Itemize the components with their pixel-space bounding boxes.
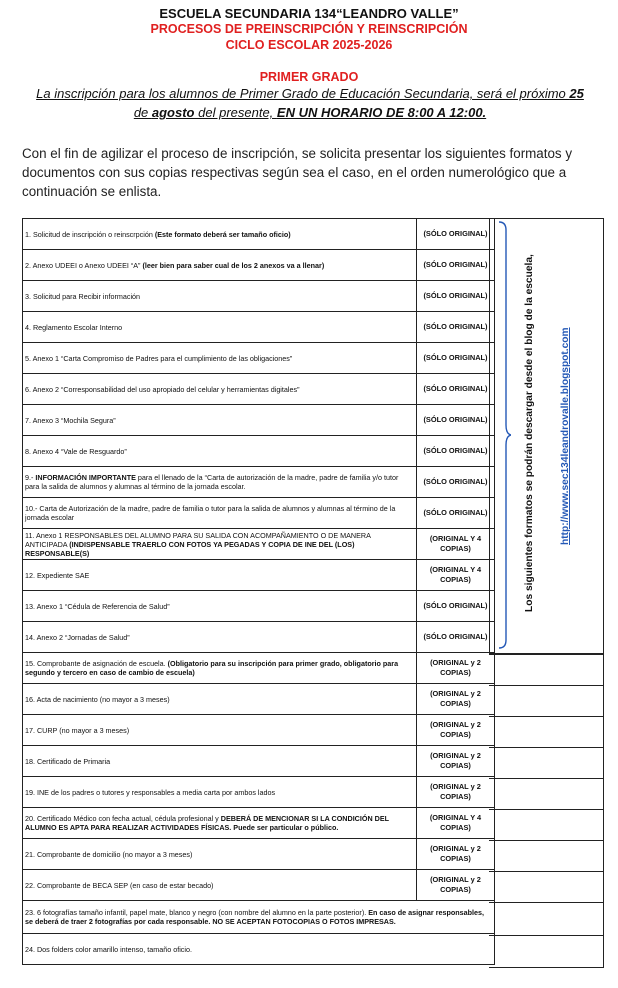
requirement-description <box>23 343 417 374</box>
table-row <box>23 653 495 684</box>
requirement-text: 1. Solicitud de inscripción o reinscrpción <box>25 229 155 239</box>
table-row <box>23 281 495 312</box>
requirement-text-cont: para el llenado de la “Carta de autorización de la madre, padre de familia y/o tutor para la salida de alumnos y alumnas al término de la jornada escolar. <box>25 473 399 491</box>
requirement-text: 23. 6 fotografías tamaño infantil, papel mate, blanco y negro (con nombre del alumno en la parte posterior). <box>25 908 369 917</box>
requirement-text: 24. Dos folders color amarillo intenso, tamaño oficio. <box>25 944 192 954</box>
side-cell <box>489 871 603 902</box>
requirement-text: 8. Anexo 4 “Vale de Resguardo” <box>25 446 127 456</box>
requirement-description <box>23 405 417 436</box>
copy-requirement: (ORIGINAL y 2 COPIAS) <box>417 715 495 746</box>
side-cell <box>489 716 603 747</box>
side-cell <box>489 840 603 871</box>
requirement-description <box>23 281 417 312</box>
requirement-description <box>23 498 417 529</box>
copy-requirement: (SÓLO ORIGINAL) <box>417 591 495 622</box>
download-note: Los siguientes formatos se podrán descargar desde el blog de la escuela, <box>524 254 535 612</box>
copy-requirement: (SÓLO ORIGINAL) <box>417 281 495 312</box>
table-row <box>23 684 495 715</box>
requirement-description <box>23 934 495 965</box>
table-row <box>23 436 495 467</box>
requirement-description <box>23 870 417 901</box>
requirement-text: 11. Anexo 1 RESPONSABLES DEL ALUMNO PARA SU SALIDA CON ACOMPAÑAMIENTO O DE MANERA ANTICIPADA <box>25 530 371 549</box>
requirement-description <box>23 250 417 281</box>
copy-requirement: (ORIGINAL y 2 COPIAS) <box>417 746 495 777</box>
bracket-icon <box>497 220 511 650</box>
table-row <box>23 498 495 529</box>
requirement-description <box>23 622 417 653</box>
copy-requirement: (SÓLO ORIGINAL) <box>417 374 495 405</box>
requirement-emphasis: (leer bien para saber cual de los 2 anexos va a llenar) <box>142 260 325 270</box>
requirement-description <box>23 746 417 777</box>
blog-link[interactable]: http://www.sec134leandrovalle.blogspot.com <box>560 327 571 545</box>
requirement-description <box>23 808 417 839</box>
copy-requirement: (ORIGINAL y 2 COPIAS) <box>417 777 495 808</box>
requirement-description <box>23 467 417 498</box>
requirement-emphasis: (INDISPENSABLE TRAERLO CON FOTOS YA PEGADAS Y COPIA DE INE DEL (LOS) RESPONSABLE(S) <box>25 539 355 558</box>
table-row <box>23 467 495 498</box>
table-row <box>23 808 495 839</box>
requirement-description <box>23 684 417 715</box>
notice-text: La inscripción para los alumnos de Primer Grado de Educación Secundaria, será el próximo <box>36 86 570 101</box>
notice-text-presente: del presente, <box>194 105 277 120</box>
side-cell <box>489 685 603 716</box>
requirement-text: 17. CURP (no mayor a 3 meses) <box>25 725 130 735</box>
table-row <box>23 529 495 560</box>
table-row <box>23 343 495 374</box>
table-row <box>23 560 495 591</box>
requirement-description <box>23 777 417 808</box>
requirement-description <box>23 312 417 343</box>
side-cell <box>489 747 603 778</box>
requirement-text: 21. Comprobante de domicilio (no mayor a 3 meses) <box>25 849 193 859</box>
requirement-description <box>23 901 495 934</box>
requirement-text: 9.- <box>25 473 36 482</box>
requirement-text: 19. INE de los padres o tutores y responsables a media carta por ambos lados <box>25 787 276 797</box>
requirement-text: 4. Reglamento Escolar Interno <box>25 322 123 332</box>
school-name: ESCUELA SECUNDARIA 134“LEANDRO VALLE” <box>159 6 459 21</box>
copy-requirement: (SÓLO ORIGINAL) <box>417 467 495 498</box>
requirement-description <box>23 715 417 746</box>
copy-requirement: (ORIGINAL Y 4 COPIAS) <box>417 560 495 591</box>
table-row <box>23 219 495 250</box>
requirement-description <box>23 839 417 870</box>
requirement-emphasis: (Este formato deberá ser tamaño oficio) <box>154 229 291 239</box>
requirement-emphasis: En caso de asignar responsables, se deberá de traer 2 fotografías por cada responsable. NO SE ACEPTAN FOTOCOPIAS O FOTOS IMPRESAS. <box>25 908 485 926</box>
grade-title: PRIMER GRADO <box>259 70 359 84</box>
requirement-emphasis: (Obligatorio para su inscripción para primer grado, obligatorio para segundo y tercero en caso de cambio de escuela) <box>25 659 399 677</box>
side-cell <box>489 809 603 840</box>
side-cell <box>489 778 603 809</box>
copy-requirement: (SÓLO ORIGINAL) <box>417 622 495 653</box>
table-row <box>23 622 495 653</box>
requirement-text: 12. Expediente SAE <box>25 570 90 580</box>
side-cell <box>489 654 603 685</box>
requirement-text: 22. Comprobante de BECA SEP (en caso de estar becado) <box>25 880 214 890</box>
requirement-text: 3. Solicitud para Recibir información <box>25 291 141 301</box>
table-row <box>23 934 495 965</box>
copy-requirement: (ORIGINAL y 2 COPIAS) <box>417 870 495 901</box>
requirement-description <box>23 560 417 591</box>
requirement-text: 16. Acta de nacimiento (no mayor a 3 meses) <box>25 694 170 704</box>
notice-text-de: de <box>133 105 152 120</box>
requirement-text: 7. Anexo 3 “Mochila Segura” <box>25 415 116 425</box>
requirement-text: 5. Anexo 1 “Carta Compromiso de Padres para el cumplimiento de las obligaciones” <box>25 353 293 363</box>
requirement-description <box>23 529 417 560</box>
enrollment-notice <box>30 84 590 122</box>
requirement-text: 20. Certificado Médico con fecha actual, cédula profesional y <box>25 814 221 823</box>
school-cycle: CICLO ESCOLAR 2025-2026 <box>225 38 393 52</box>
side-cell <box>489 935 603 966</box>
requirement-description <box>23 219 417 250</box>
requirement-text: 14. Anexo 2 “Jornadas de Salud” <box>25 632 130 642</box>
process-title: PROCESOS DE PREINSCRIPCIÓN Y REINSCRIPCIÓN <box>150 22 468 36</box>
intro-paragraph: Con el fin de agilizar el proceso de inscripción, se solicita presentar los siguientes formatos y documentos con sus copias respectivas según sea el caso, en el orden numerológico que a continuación se enlista. <box>22 146 573 199</box>
copy-requirement: (ORIGINAL Y 4 COPIAS) <box>417 808 495 839</box>
copy-requirement: (SÓLO ORIGINAL) <box>417 498 495 529</box>
requirement-emphasis: INFORMACIÓN IMPORTANTE <box>35 473 136 482</box>
table-row <box>23 746 495 777</box>
notice-day: 25 <box>569 86 584 101</box>
requirement-description <box>23 653 417 684</box>
requirement-text: 15. Comprobante de asignación de escuela. <box>25 659 168 668</box>
requirement-text: 2. Anexo UDEEI o Anexo UDEEI “A” <box>25 260 143 270</box>
copy-requirement: (SÓLO ORIGINAL) <box>417 405 495 436</box>
requirement-emphasis: DEBERÁ DE MENCIONAR SI LA CONDICIÓN DEL ALUMNO ES APTA PARA REALIZAR ACTIVIDADES FÍSICAS. Puede ser particular o público. <box>25 814 389 832</box>
copy-requirement: (SÓLO ORIGINAL) <box>417 343 495 374</box>
table-row <box>23 591 495 622</box>
requirement-description <box>23 374 417 405</box>
table-row <box>23 901 495 934</box>
copy-requirement: (ORIGINAL y 2 COPIAS) <box>417 839 495 870</box>
requirement-text: 6. Anexo 2 “Corresponsabilidad del uso apropiado del celular y herramientas digitales” <box>25 384 300 394</box>
requirement-text: 10.- Carta de Autorización de la madre, padre de familia o tutor para la salida de alumnos y alumnas al término de la jornada escolar <box>25 504 396 522</box>
copy-requirement: (SÓLO ORIGINAL) <box>417 219 495 250</box>
table-row <box>23 715 495 746</box>
requirement-description <box>23 436 417 467</box>
table-row <box>23 405 495 436</box>
requirement-description <box>23 591 417 622</box>
notice-schedule: EN UN HORARIO DE 8:00 A 12:00. <box>276 105 487 120</box>
table-row <box>23 374 495 405</box>
table-row <box>23 312 495 343</box>
requirement-text: 13. Anexo 1 “Cédula de Referencia de Salud” <box>25 601 170 611</box>
side-empty-column <box>489 654 604 968</box>
copy-requirement: (ORIGINAL y 2 COPIAS) <box>417 653 495 684</box>
table-row <box>23 777 495 808</box>
table-row <box>23 250 495 281</box>
table-row <box>23 839 495 870</box>
table-row <box>23 870 495 901</box>
copy-requirement: (ORIGINAL y 2 COPIAS) <box>417 684 495 715</box>
copy-requirement: (ORIGINAL Y 4 COPIAS) <box>417 529 495 560</box>
notice-month: agosto <box>151 105 195 120</box>
side-cell <box>489 902 603 935</box>
copy-requirement: (SÓLO ORIGINAL) <box>417 250 495 281</box>
copy-requirement: (SÓLO ORIGINAL) <box>417 312 495 343</box>
requirement-text: 18. Certificado de Primaria <box>25 756 111 766</box>
requirements-table <box>22 218 495 965</box>
copy-requirement: (SÓLO ORIGINAL) <box>417 436 495 467</box>
